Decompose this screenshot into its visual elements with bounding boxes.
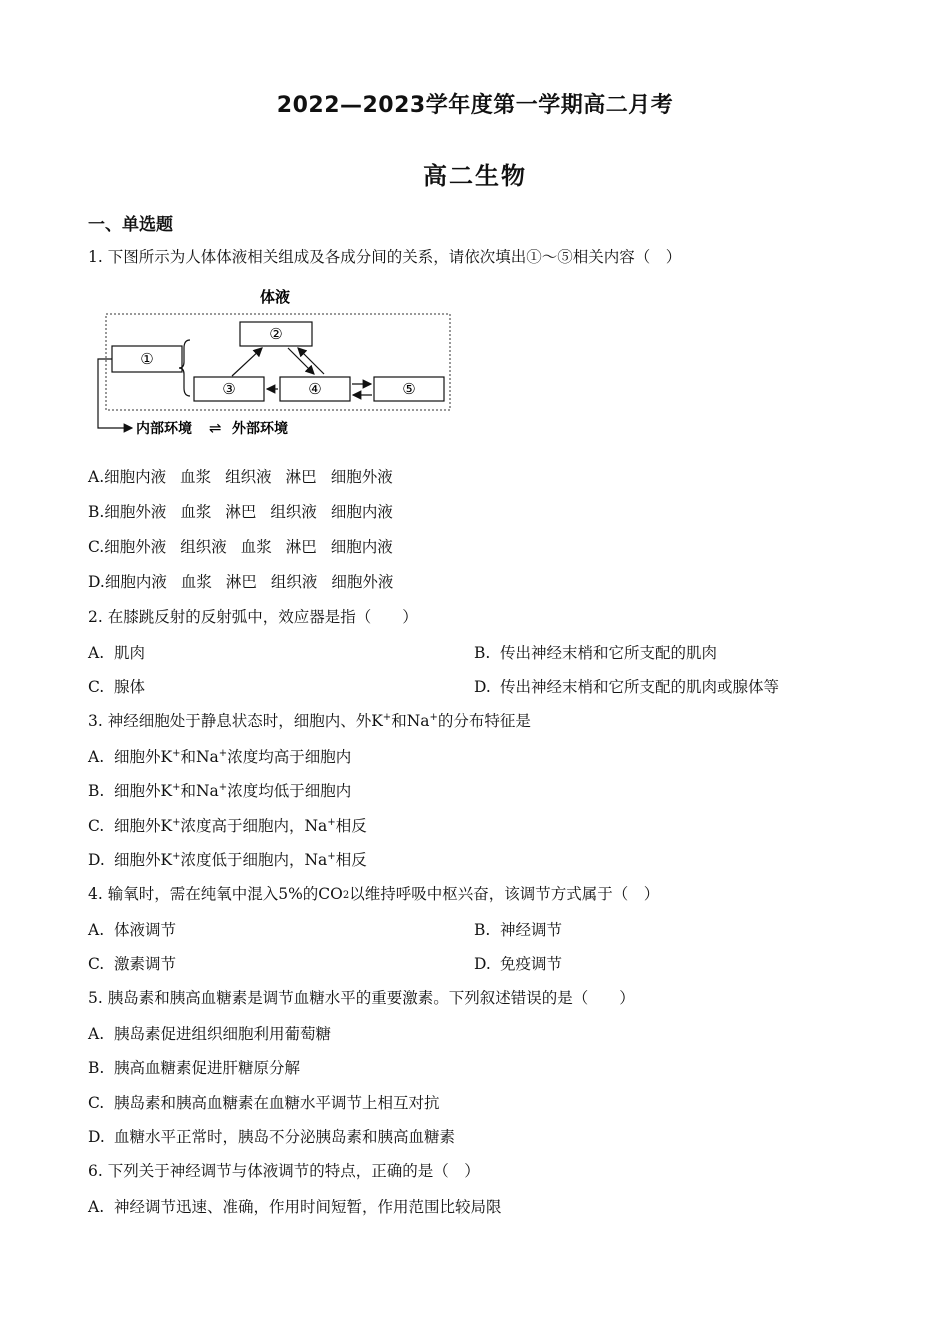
q3-option-c[interactable]: C. 细胞外K+浓度高于细胞内，Na+相反 (88, 817, 367, 835)
q3-option-b[interactable]: B. 细胞外K+和Na+浓度均低于细胞内 (88, 782, 352, 800)
env-exchange-arrow: ⇌ (209, 419, 222, 437)
q1-option-c[interactable]: C.细胞外液 组织液 血浆 淋巴 细胞内液 (88, 538, 393, 556)
question-3-stem: 3. 神经细胞处于静息状态时，细胞内、外K+和Na+的分布特征是 (88, 712, 531, 730)
q4-option-c[interactable]: C. 激素调节 (88, 955, 177, 973)
arrow-3-to-2 (232, 348, 262, 376)
node-5-label: ⑤ (402, 380, 416, 398)
arrow-4-to-2 (298, 348, 324, 374)
question-1-stem: 1. 下图所示为人体体液相关组成及各成分间的关系，请依次填出①～⑤相关内容（ ） (88, 248, 682, 266)
external-env-label: 外部环境 (232, 421, 288, 437)
arrow-2-to-4 (288, 348, 314, 374)
q3-option-a[interactable]: A. 细胞外K+和Na+浓度均高于细胞内 (88, 748, 352, 766)
exam-title: 2022—2023学年度第一学期高二月考 (276, 93, 674, 118)
q5-option-b[interactable]: B. 胰高血糖素促进肝糖原分解 (88, 1059, 301, 1077)
q3-option-d[interactable]: D. 细胞外K+浓度低于细胞内，Na+相反 (88, 851, 367, 869)
q2-option-b[interactable]: B. 传出神经末梢和它所支配的肌肉 (474, 644, 718, 662)
q1-option-a[interactable]: A.细胞内液 血浆 组织液 淋巴 细胞外液 (88, 468, 393, 486)
section-heading: 一、单选题 (88, 215, 173, 235)
q4-option-a[interactable]: A. 体液调节 (88, 921, 177, 939)
q5-option-d[interactable]: D. 血糖水平正常时，胰岛不分泌胰岛素和胰高血糖素 (88, 1128, 456, 1146)
question-2-stem: 2. 在膝跳反射的反射弧中，效应器是指（ ） (88, 608, 418, 626)
q4-option-d[interactable]: D. 免疫调节 (474, 955, 563, 973)
node-1-label: ① (140, 350, 154, 368)
body-fluid-diagram (92, 284, 462, 444)
node-4-label: ④ (308, 380, 322, 398)
q1-option-d[interactable]: D.细胞内液 血浆 淋巴 组织液 细胞外液 (88, 573, 394, 591)
q2-option-a[interactable]: A. 肌肉 (88, 644, 146, 662)
exam-subject: 高二生物 (423, 162, 527, 190)
question-5-stem: 5. 胰岛素和胰高血糖素是调节血糖水平的重要激素。下列叙述错误的是（ ） (88, 989, 635, 1007)
q2-option-d[interactable]: D. 传出神经末梢和它所支配的肌肉或腺体等 (474, 678, 780, 696)
q4-option-b[interactable]: B. 神经调节 (474, 921, 563, 939)
q2-option-c[interactable]: C. 腺体 (88, 678, 146, 696)
question-4-stem: 4. 输氧时，需在纯氧中混入5%的$CO_2$以维持呼吸中枢兴奋，该调节方式属于（ ） (88, 885, 660, 903)
node-2-label: ② (269, 325, 283, 343)
internal-env-label: 内部环境 (136, 421, 192, 437)
q5-option-c[interactable]: C. 胰岛素和胰高血糖素在血糖水平调节上相互对抗 (88, 1094, 440, 1112)
q5-option-a[interactable]: A. 胰岛素促进组织细胞利用葡萄糖 (88, 1025, 332, 1043)
q6-option-a[interactable]: A. 神经调节迅速、准确，作用时间短暂，作用范围比较局限 (88, 1198, 502, 1216)
node-3-label: ③ (222, 380, 236, 398)
diagram-title: 体液 (259, 288, 291, 306)
q1-option-b[interactable]: B.细胞外液 血浆 淋巴 组织液 细胞内液 (88, 503, 393, 521)
question-6-stem: 6. 下列关于神经调节与体液调节的特点，正确的是（ ） (88, 1162, 480, 1180)
